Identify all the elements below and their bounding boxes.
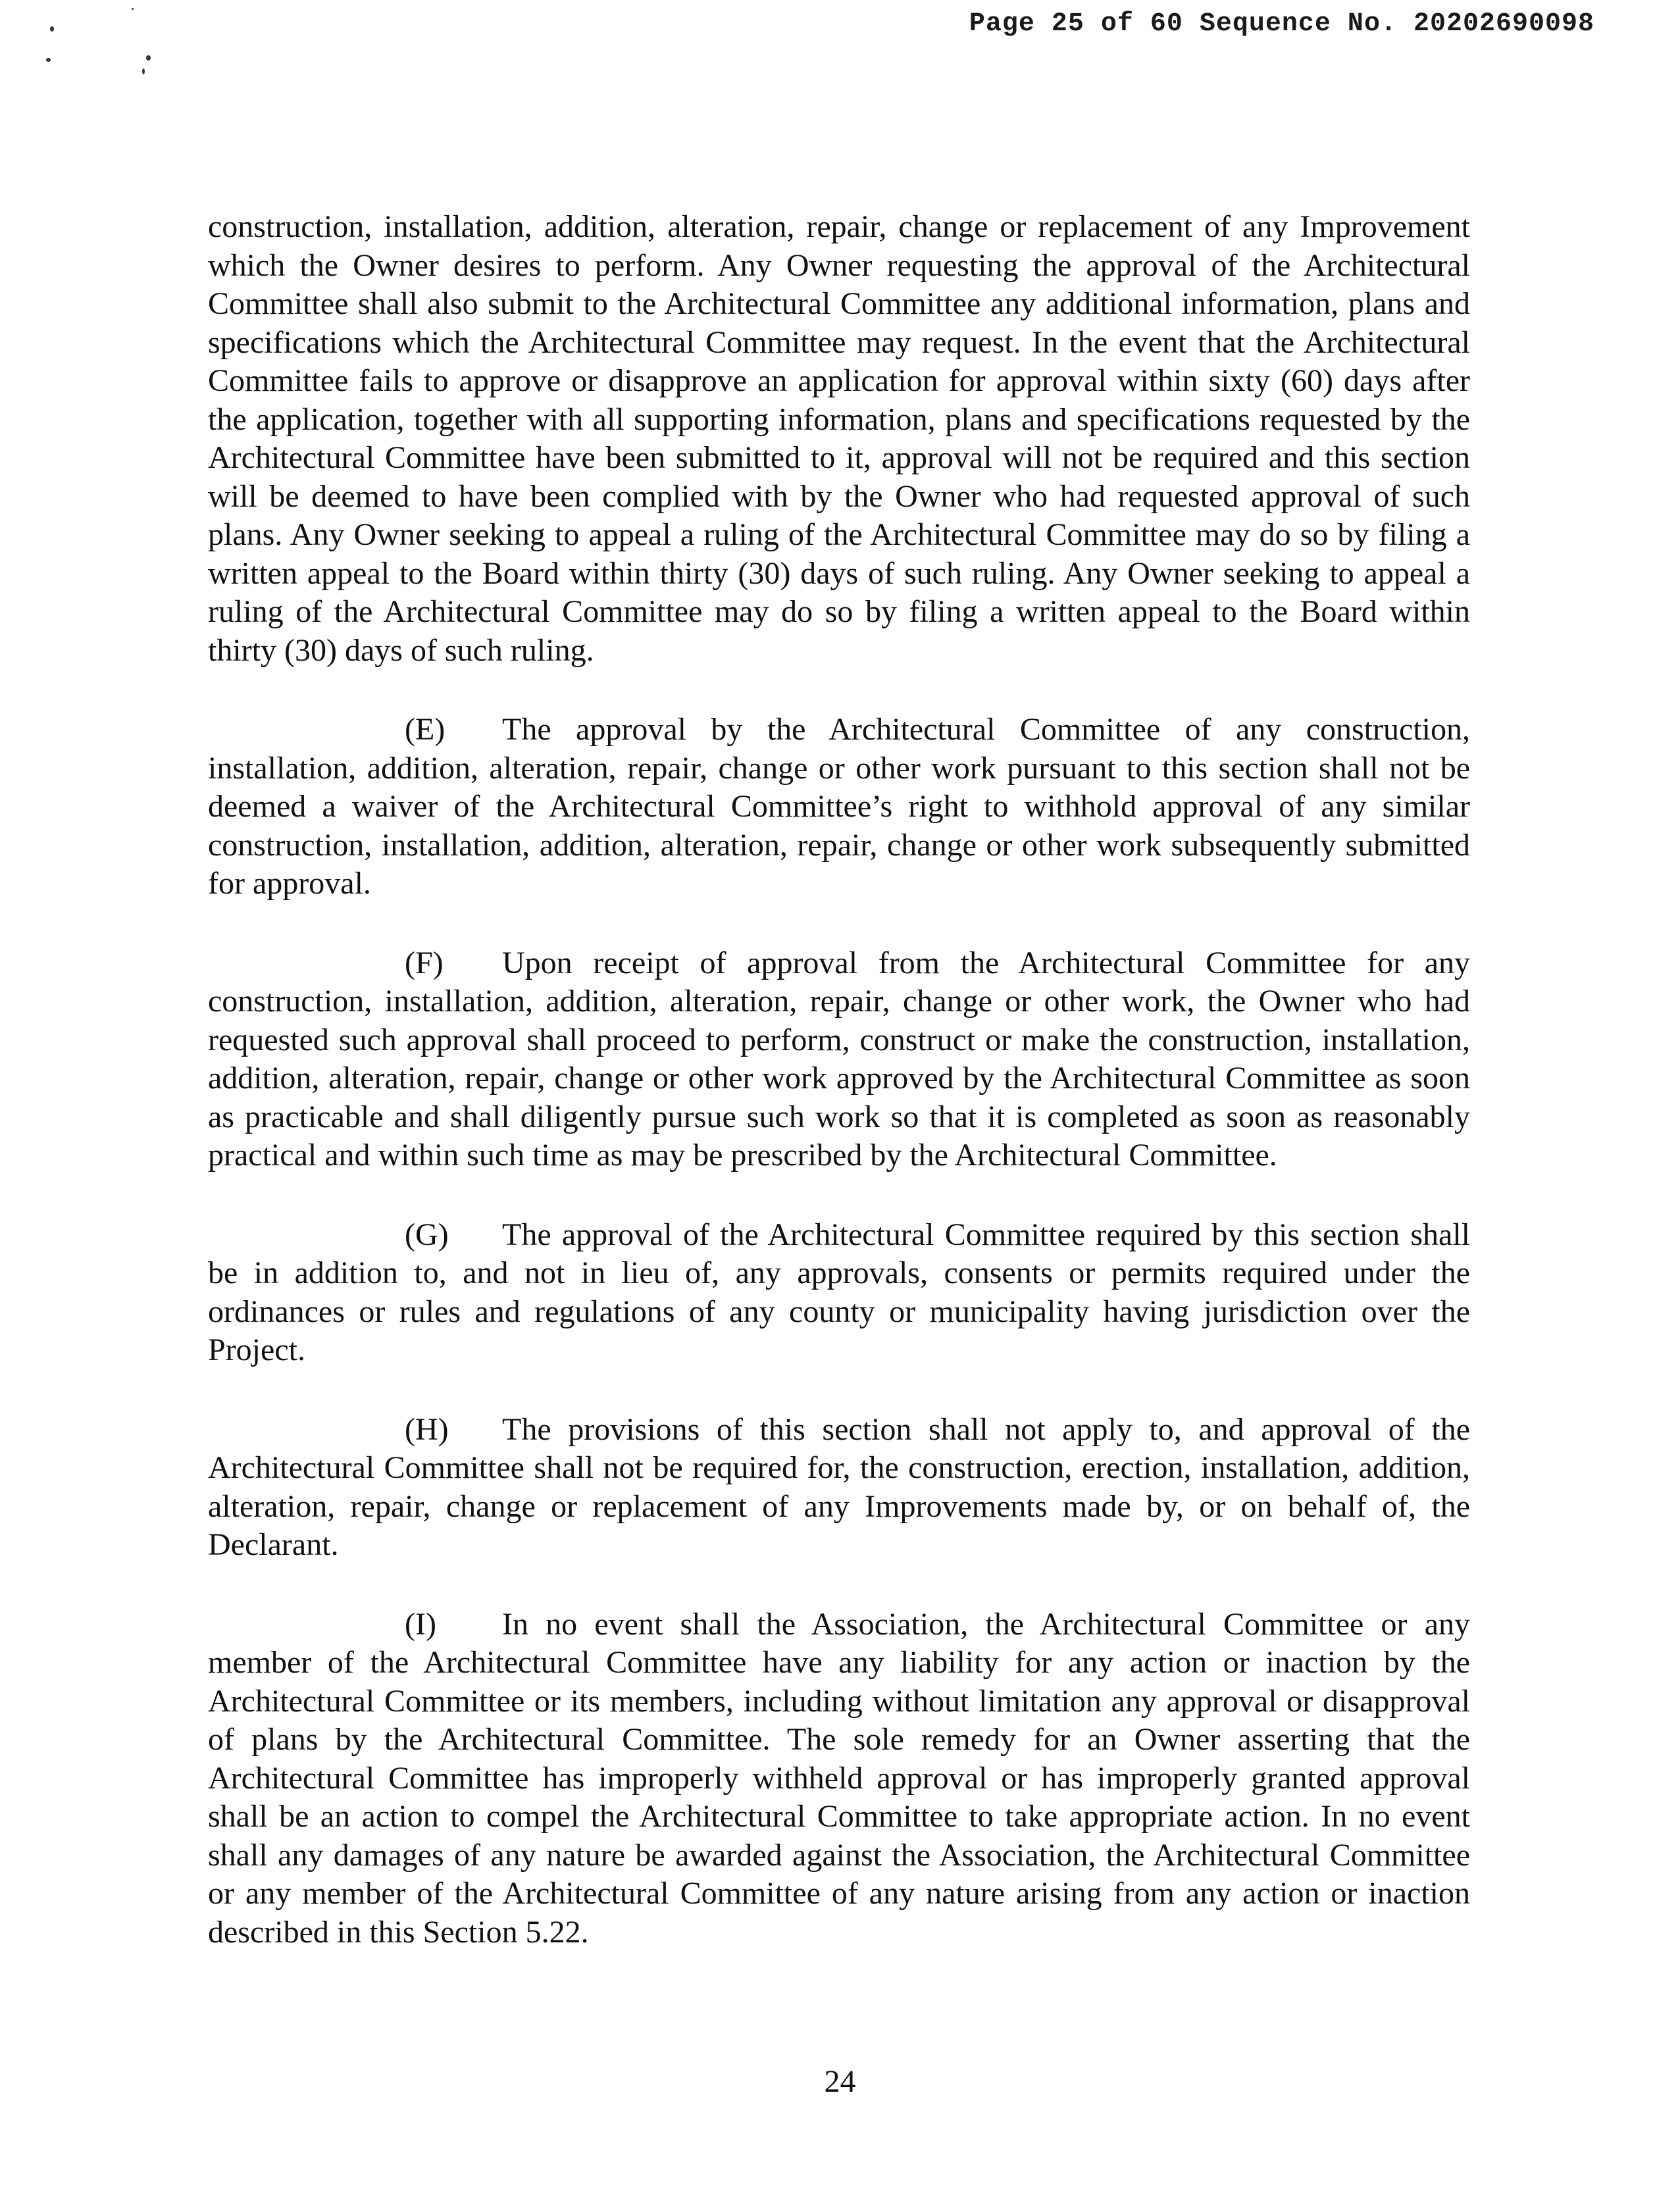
scan-speck-4 [142, 68, 145, 74]
paragraph-f-label: (F) [405, 945, 444, 980]
paragraph-g [208, 1216, 1470, 1370]
page-header-stamp: Page 25 of 60 Sequence No. 20202690098 [969, 9, 1594, 39]
scan-speck-3 [146, 55, 151, 61]
paragraph-g-text: The approval of the Architectural Committee required by this section shall be in addition to, and not in lieu of, any approvals, consents or permits required under the ordinances or rules and regulations of any county or municipality having jurisdiction over the Project. [208, 1217, 1470, 1367]
paragraph-e-text: The approval by the Architectural Committee of any construction, installation, addition, alteration, repair, change or other work pursuant to this section shall not be deemed a waiver of the Architectural Committee’s right to withhold approval of any similar construction, installation, addition, alteration, repair, change or other work subsequently submitted for approval. [208, 712, 1470, 901]
paragraph-continuation-text: construction, installation, addition, alteration, repair, change or replacement of any Improvement which the Owner desires to perform. Any Owner requesting the approval of the Architectural Committee shall also submit to the Architectural Committee any additional information, plans and specifications which the Architectural Committee may request. In the event that the Architectural Committee fails to approve or disapprove an application for approval within sixty (60) days after the application, together with all supporting information, plans and specifications requested by the Architectural Committee have been submitted to it, approval will not be required and this section will be deemed to have been complied with by the Owner who had requested approval of such plans. Any Owner seeking to appeal a ruling of the Architectural Committee may do so by filing a written appeal to the Board within thirty (30) days of such ruling. Any Owner seeking to appeal a ruling of the Architectural Committee may do so by filing a written appeal to the Board within thirty (30) days of such ruling. [208, 209, 1470, 668]
scan-speck-2 [46, 58, 51, 62]
page-number: 24 [824, 2064, 856, 2099]
paragraph-e-label: (E) [405, 712, 445, 747]
paragraph-g-label: (G) [405, 1217, 449, 1252]
scan-speck-5 [132, 8, 134, 10]
paragraph-h-label: (H) [405, 1411, 449, 1447]
paragraph-i-text: In no event shall the Association, the Architectural Committee or any member of the Architectural Committee have any liability for any action or inaction by the Architectural Committee or its members, including without limitation any approval or disapproval of plans by the Architectural Committee. The sole remedy for an Owner asserting that the Architectural Committee has improperly withheld approval or has improperly granted approval shall be an action to compel the Architectural Committee to take appropriate action. In no event shall any damages of any nature be awarded against the Association, the Architectural Committee or any member of the Architectural Committee of any nature arising from any action or inaction described in this Section 5.22. [208, 1606, 1470, 1950]
paragraph-e [208, 711, 1470, 903]
paragraph-continuation [208, 208, 1470, 670]
paragraph-h [208, 1411, 1470, 1565]
paragraph-f-text: Upon receipt of approval from the Architectural Committee for any construction, installation, addition, alteration, repair, change or other work, the Owner who had requested such approval shall proceed to perform, construct or make the construction, installation, addition, alteration, repair, change or other work approved by the Architectural Committee as soon as practicable and shall diligently pursue such work so that it is completed as soon as reasonably practical and within such time as may be prescribed by the Architectural Committee. [208, 945, 1470, 1173]
document-body [208, 208, 1470, 1992]
paragraph-h-text: The provisions of this section shall not apply to, and approval of the Architectural Committee shall not be required for, the construction, erection, installation, addition, alteration, repair, change or replacement of any Improvements made by, or on behalf of, the Declarant. [208, 1411, 1470, 1562]
paragraph-i-label: (I) [405, 1606, 436, 1642]
paragraph-i [208, 1605, 1470, 1952]
scan-speck-1 [50, 26, 54, 32]
paragraph-f [208, 944, 1470, 1175]
